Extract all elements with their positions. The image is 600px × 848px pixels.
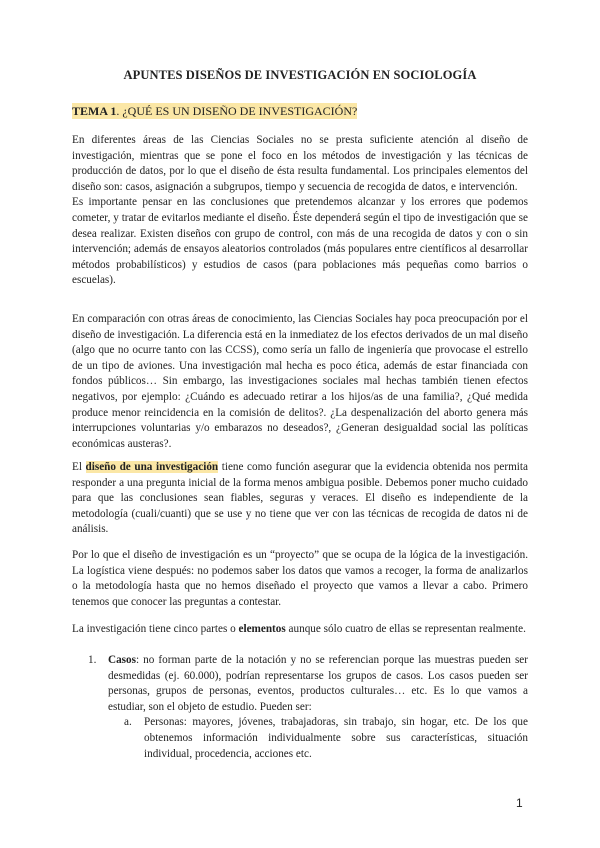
paragraph-4-post: tiene como función asegurar que la evidencia obtenida nos permita responder a una pregunta inicial de la forma menos ambigua posible. Debemos poner mucho cuidado para que las conclusiones sean fiables, seguras y veraces. El diseño es independiente de la metodología (cuali/cuanti) que se use y no tiene que ver con las técnicas de recogida de datos ni de análisis. (72, 461, 528, 536)
paragraph-4-pre: El (72, 461, 86, 473)
paragraph-5 (72, 548, 528, 610)
section-label: TEMA 1 (72, 104, 117, 118)
list-item (72, 653, 528, 715)
paragraph-4 (72, 460, 528, 538)
paragraph-6 (72, 622, 528, 638)
list-item-number: 1. (88, 654, 97, 666)
paragraph-4-bold: diseño de una investigación (85, 461, 219, 473)
paragraph-6-bold: elementos (238, 623, 286, 635)
paragraph-6-pre: La investigación tiene cinco partes o (72, 623, 239, 635)
list-subitem-letter: a. (124, 716, 132, 729)
paragraph-2: Es importante pensar en las conclusiones que pretendemos alcanzar y los errores que podemos cometer, y tratar de evitarlos mediante el diseño. Éste dependerá según el tipo de investigación que se desea realizar. Existen diseños con grupo de control, con más de una recogida de datos y con o sin intervención; además de ensayos aleatorios controlados (más populares entre científicos al desarrollar métodos probabilísticos) y estudios de casos (para poblaciones más pequeñas como barrios o escuelas). (72, 196, 528, 287)
section-heading-text: . ¿QUÉ ES UN DISEÑO DE INVESTIGACIÓN? (116, 104, 358, 118)
list-item-title: Casos (108, 654, 136, 666)
paragraph-3 (72, 312, 528, 452)
list-subitem-text: Personas: mayores, jóvenes, trabajadoras, sin trabajo, sin hogar, etc. De los que obtenemos información individualmente sobre sus características, situación individual, procedencia, acciones etc. (144, 716, 528, 760)
intro-block (72, 133, 528, 289)
list-item-text: : no forman parte de la notación y no se referencian porque las muestras pueden ser desmedidas (ej. 60.000), podrían representarse los grupos de casos. Los casos pueden ser personas, grupos de personas, eventos, productos culturales… etc. Es lo que vamos a estudiar, son el objeto de estudio. Pueden ser: (108, 654, 528, 713)
list-subitem (72, 715, 528, 762)
paragraph-6-post: aunque sólo cuatro de ellas se representan realmente. (285, 623, 526, 635)
page-number: 1 (516, 796, 523, 810)
document-title: APUNTES DISEÑOS DE INVESTIGACIÓN EN SOCIOLOGÍA (123, 68, 477, 82)
section-heading (72, 104, 357, 119)
paragraph-3-text: En comparación con otras áreas de conocimiento, las Ciencias Sociales hay poca preocupación por el diseño de investigación. La diferencia está en la inmediatez de los efectos derivados de un mal diseño (algo que no ocurre tanto con las CCSS), como sería un fallo de ingeniería que provocase el estrello de un tipo de aviones. Una investigación mal hecha es poco ética, además de estar financiada con fondos públicos… Sin embargo, las investigaciones sociales mal hechas también tienen efectos negativos, por ejemplo: ¿Cuándo es adecuado retirar a los hijos/as de una familia?, ¿Qué medida produce menor reincidencia en la comisión de delitos?. ¿La despenalización del aborto genera más interrupciones voluntarias y/o embarazos no deseados?, ¿Generan desigualdad social las políticas económicas austeras?. (72, 313, 528, 450)
paragraph-1: En diferentes áreas de las Ciencias Sociales no se presta suficiente atención al diseño de investigación, mientras que se pone el foco en los métodos de investigación y las técnicas de producción de datos, por lo que el diseño de ésta resulta fundamental. Los principales elementos del diseño son: casos, asignación a subgrupos, tiempo y secuencia de recogida de datos, e intervención. (72, 134, 528, 193)
elements-list (72, 653, 528, 762)
paragraph-5-text: Por lo que el diseño de investigación es un “proyecto” que se ocupa de la lógica de la investigación. La logística viene después: no podemos saber los datos que vamos a recoger, la forma de analizarlos o la metodología hasta que no hemos diseñado el proyecto que vamos a llevar a cabo. Primero tenemos que conocer las preguntas a contestar. (72, 549, 528, 608)
